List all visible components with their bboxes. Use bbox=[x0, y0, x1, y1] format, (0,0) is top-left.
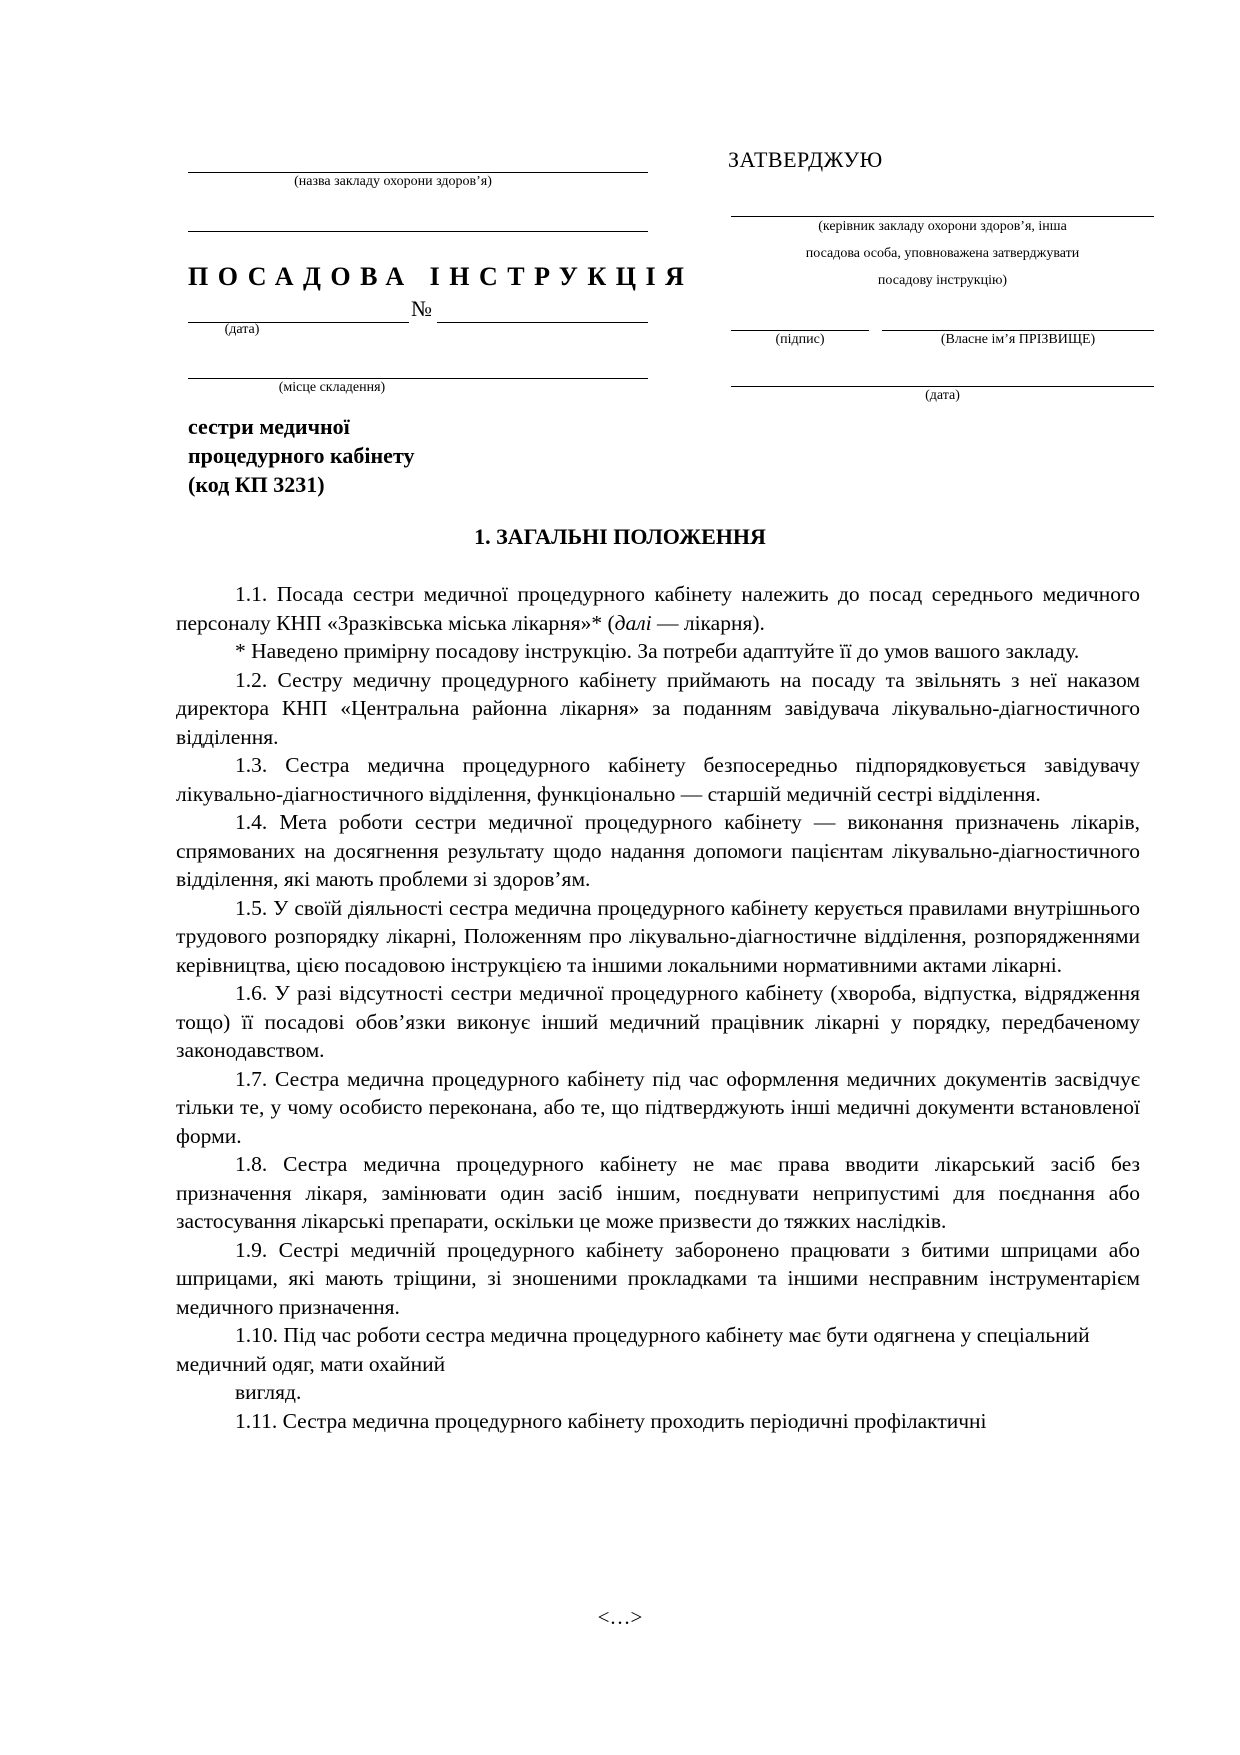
approval-date-caption: (дата) bbox=[925, 388, 960, 403]
paragraph-1-7: 1.7. Сестра медична процедурного кабінету під час оформлення медичних документів засвідчує тільки те, у чому особисто переконана, або те, що підтверджують інші медичні документи встановленої форми. bbox=[176, 1066, 1140, 1148]
signature-caption: (підпис) bbox=[775, 332, 825, 347]
approval-heading: ЗАТВЕРДЖУЮ bbox=[728, 147, 883, 172]
document-body bbox=[176, 580, 1140, 1435]
subject-line-1: сестри медичної bbox=[188, 414, 350, 439]
section-title: 1. ЗАГАЛЬНІ ПОЛОЖЕННЯ bbox=[474, 524, 766, 549]
place-line bbox=[188, 378, 648, 379]
paragraph-1-1 bbox=[176, 580, 1140, 637]
position-subject bbox=[188, 412, 414, 499]
paragraph-1-2: 1.2. Сестру медичну процедурного кабінету приймають на посаду та звільнять з неї наказом директора КНП «Центральна районна лікарня» за поданням завідувача лікувально-діагностичного відділення. bbox=[176, 667, 1140, 749]
subject-line-3: (код КП 3231) bbox=[188, 472, 325, 497]
number-sign: № bbox=[411, 296, 432, 321]
paragraph-1-1-italic: далі bbox=[614, 610, 652, 635]
signature-line bbox=[731, 330, 869, 331]
number-line bbox=[437, 322, 648, 323]
paragraph-1-9: 1.9. Сестрі медичній процедурного кабінету заборонено працювати з битими шприцами або шприцами, які мають тріщини, зі зношеними прокладками та іншими несправним інструментарієм медичного призначення. bbox=[176, 1237, 1140, 1319]
place-caption: (місце складення) bbox=[278, 380, 386, 395]
paragraph-1-10-part-a: 1.10. Під час роботи сестра медична процедурного кабінету має бути одягнена у спеціальний медичний одяг, мати охайний bbox=[176, 1323, 1090, 1376]
subject-line-2: процедурного кабінету bbox=[188, 443, 415, 468]
institution-name-line bbox=[188, 172, 648, 173]
head-caption-1: (керівник закладу охорони здоров’я, інша bbox=[818, 219, 1067, 234]
page-continuation-mark: <…> bbox=[597, 1605, 643, 1629]
paragraph-1-5: 1.5. У своїй діяльності сестра медична процедурного кабінету керується правилами внутрішнього трудового розпорядку лікарні, Положенням про лікувально-діагностичне відділення, розпорядженнями керівництва, цією посадовою інструкцією та іншими локальними нормативними актами лікарні. bbox=[176, 895, 1140, 977]
name-line bbox=[882, 330, 1154, 331]
institution-name-line-2 bbox=[188, 231, 648, 232]
date-caption: (дата) bbox=[224, 322, 260, 337]
footnote-paragraph: * Наведено примірну посадову інструкцію. За потреби адаптуйте її до умов вашого закладу. bbox=[235, 639, 1080, 663]
head-caption-2: посадова особа, уповноважена затверджувати bbox=[805, 246, 1080, 261]
paragraph-1-10 bbox=[176, 1321, 1140, 1378]
paragraph-1-6: 1.6. У разі відсутності сестри медичної процедурного кабінету (хвороба, відпустка, відрядження тощо) її посадові обов’язки виконує інший медичний працівник лікарні у порядку, передбаченому законодавством. bbox=[176, 981, 1140, 1062]
document-title: ПОСАДОВА ІНСТРУКЦІЯ bbox=[188, 262, 694, 291]
name-caption: (Власне ім’я ПРІЗВИЩЕ) bbox=[940, 332, 1096, 347]
institution-caption: (назва закладу охорони здоров’я) bbox=[294, 174, 492, 189]
paragraph-1-1-end: — лікарня). bbox=[651, 610, 765, 635]
paragraph-1-1-start: 1.1. Посада сестри медичної процедурного кабінету належить до посад середнього медичного персоналу КНП «Зразківська міська лікарня»* ( bbox=[176, 582, 1140, 635]
paragraph-1-10-continued: вигляд. bbox=[235, 1380, 302, 1404]
paragraph-1-11: 1.11. Сестра медична процедурного кабінету проходить періодичні профілактичні bbox=[235, 1408, 987, 1433]
paragraph-1-8: 1.8. Сестра медична процедурного кабінету не має права вводити лікарський засіб без призначення лікаря, замінювати один засіб іншим, поєднувати неприпустимі для поєднання або застосування лікарські препарати, оскільки це може призвести до тяжких наслідків. bbox=[176, 1152, 1140, 1233]
approval-date-line bbox=[731, 386, 1154, 387]
paragraph-1-3: 1.3. Сестра медична процедурного кабінету безпосередньо підпорядковується завідувачу лікувально-діагностичного відділення, функціонально — старшій медичній сестрі відділення. bbox=[176, 753, 1140, 806]
paragraph-1-4: 1.4. Мета роботи сестри медичної процедурного кабінету — виконання призначень лікарів, спрямованих на досягнення результату щодо надання допомоги пацієнтам лікувально-діагностичного відділення, які мають проблеми зі здоров’ям. bbox=[176, 810, 1140, 891]
head-caption-3: посадову інструкцію) bbox=[877, 273, 1008, 288]
head-line bbox=[731, 216, 1154, 217]
